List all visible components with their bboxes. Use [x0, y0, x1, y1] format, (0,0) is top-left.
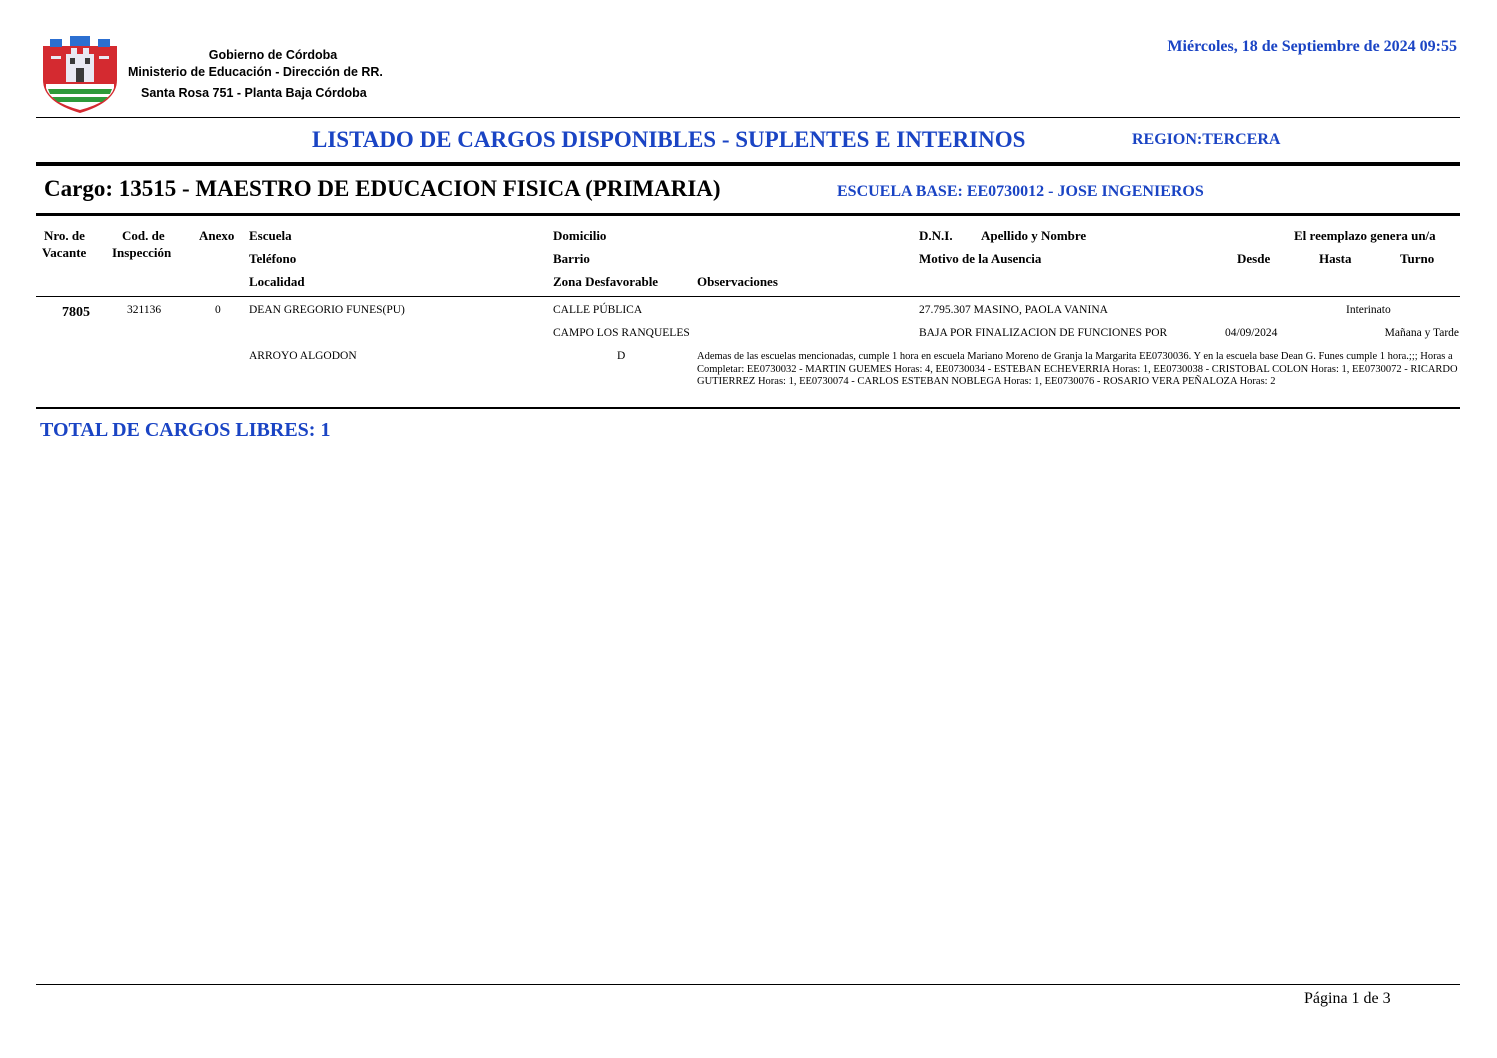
row-turno: Mañana y Tarde — [1384, 327, 1459, 339]
row-anexo: 0 — [215, 304, 221, 316]
row-cod-inspeccion: 321136 — [127, 304, 162, 316]
col-hasta: Hasta — [1319, 251, 1352, 266]
col-nro-vacante-2: Vacante — [42, 245, 87, 260]
row-dni-nombre: 27.795.307 MASINO, PAOLA VANINA — [919, 304, 1108, 316]
col-cod-inspeccion: Cod. de — [122, 228, 165, 243]
header-rule — [36, 296, 1460, 297]
col-localidad: Localidad — [249, 274, 305, 289]
row-observaciones: Ademas de las escuelas mencionadas, cumple 1 hora en escuela Mariano Moreno de Granja la Margarita EE0730036. Y en la escuela base Dean G. Funes cumple 1 hora.;;; Horas a Completar: EE0730032 - MARTIN GUEMES Horas: 4, EE0730034 - ESTEBAN ECHEVERRIA Horas: 1, EE0730038 - CRISTOBAL COLON Horas: 1, EE0730072 - RICARDO GUTIERREZ Horas: 1, EE0730074 - CARLOS ESTEBAN NOBLEGA Horas: 1, EE0730076 - ROSARIO VERA PEÑALOZA Horas: 2 — [697, 351, 1458, 387]
row-localidad: ARROYO ALGODON — [249, 350, 357, 362]
col-telefono: Teléfono — [249, 251, 297, 266]
col-motivo-ausencia: Motivo de la Ausencia — [919, 251, 1042, 266]
col-turno: Turno — [1400, 251, 1435, 266]
total-label: TOTAL DE CARGOS LIBRES: — [40, 419, 316, 441]
row-reemplazo: Interinato — [1346, 304, 1391, 316]
col-desde: Desde — [1237, 251, 1271, 266]
org-name: Gobierno de Córdoba — [208, 48, 338, 62]
col-dni: D.N.I. — [919, 228, 953, 243]
col-reemplazo: El reemplazo genera un/a — [1294, 228, 1436, 243]
row-domicilio: CALLE PÚBLICA — [553, 304, 643, 316]
title-divider — [36, 162, 1460, 166]
col-observaciones: Observaciones — [697, 274, 778, 289]
col-zona-desfavorable: Zona Desfavorable — [553, 274, 659, 289]
cargo-title: Cargo: 13515 - MAESTRO DE EDUCACION FISICA (PRIMARIA) — [44, 176, 721, 201]
org-address: Santa Rosa 751 - Planta Baja Córdoba — [141, 86, 367, 100]
col-barrio: Barrio — [553, 251, 590, 266]
row-barrio: CAMPO LOS RANQUELES — [553, 327, 690, 339]
row-desde: 04/09/2024 — [1225, 327, 1278, 339]
total-count: 1 — [320, 419, 331, 441]
report-title: LISTADO DE CARGOS DISPONIBLES - SUPLENTES E INTERINOS — [312, 127, 1026, 152]
header-divider — [36, 117, 1460, 118]
col-anexo: Anexo — [199, 228, 235, 243]
page-number: Página 1 de 3 — [1304, 990, 1391, 1007]
col-apellido-nombre: Apellido y Nombre — [981, 228, 1087, 243]
escuela-base: ESCUELA BASE: EE0730012 - JOSE INGENIEROS — [837, 183, 1204, 200]
report-datetime: Miércoles, 18 de Septiembre de 2024 09:55 — [1167, 38, 1457, 55]
col-escuela: Escuela — [249, 228, 292, 243]
report-region: REGION:TERCERA — [1132, 131, 1281, 148]
col-nro-vacante: Nro. de — [44, 228, 85, 243]
row-zona: D — [617, 350, 626, 362]
row-escuela: DEAN GREGORIO FUNES(PU) — [249, 304, 405, 316]
footer-divider — [36, 984, 1460, 985]
col-domicilio: Domicilio — [553, 228, 607, 243]
table-bottom-rule — [36, 407, 1460, 409]
total-cargos — [40, 419, 330, 442]
cargo-divider — [36, 213, 1460, 216]
row-vacante: 7805 — [62, 305, 90, 320]
org-ministry: Ministerio de Educación - Dirección de RR. — [128, 65, 383, 79]
col-cod-inspeccion-2: Inspección — [112, 245, 172, 260]
cordoba-coat-of-arms-icon — [40, 36, 120, 114]
row-motivo: BAJA POR FINALIZACION DE FUNCIONES POR — [919, 327, 1168, 339]
